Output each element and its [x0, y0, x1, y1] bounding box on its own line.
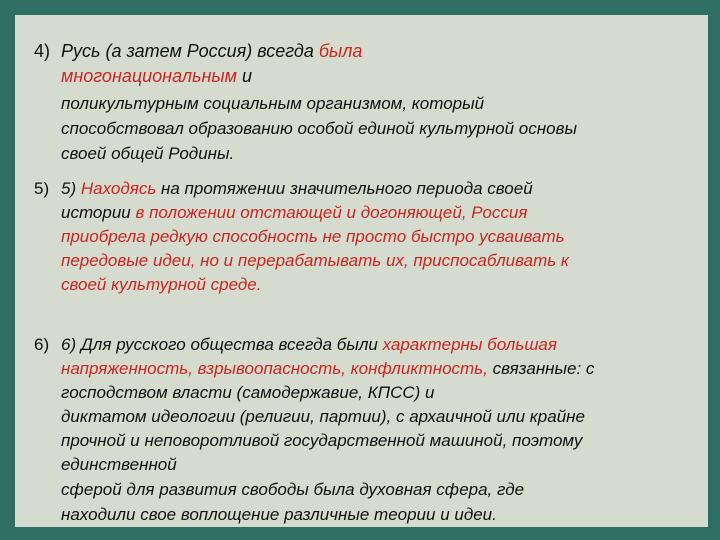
text-line: прочной и неповоротливой государственной машиной, поэтому [61, 431, 583, 450]
slide-panel [15, 15, 708, 527]
text-line: своей общей Родины. [61, 144, 235, 163]
text-line: Русь (а затем Россия) всегда была [61, 41, 363, 61]
text-line: напряженность, взрывоопасность, конфликтность, связанные: с [61, 359, 595, 378]
text-line: способствовал образованию особой единой культурной основы [61, 119, 577, 138]
text-line: 6) Для русского общества всегда были характерны большая [61, 335, 557, 354]
text-line: приобрела редкую способность не просто быстро усваивать [61, 227, 565, 246]
text-line: передовые идеи, но и перерабатывать их, приспосабливать к [61, 251, 569, 270]
item-number: 4) [34, 41, 51, 61]
text-line: своей культурной среде. [61, 275, 262, 294]
text-line: истории в положении отстающей и догоняющей, Россия [61, 203, 528, 222]
text-line: единственной [61, 455, 177, 474]
text-line: сферой для развития свободы была духовная сфера, где [61, 480, 525, 499]
text-line: поликультурным социальным организмом, который [61, 94, 485, 113]
item-number: 6) [34, 335, 50, 354]
text-line: 5) Находясь на протяжении значительного периода своей [61, 179, 533, 198]
text-line: господством власти (самодержавие, КПСС) и [61, 383, 435, 402]
text-line: находили свое воплощение различные теории и идеи. [61, 505, 497, 524]
text-line: диктатом идеологии (религии, партии), с архаичной или крайне [61, 407, 585, 426]
text-line: многонациональным и [61, 66, 253, 86]
item-number: 5) [34, 179, 50, 198]
